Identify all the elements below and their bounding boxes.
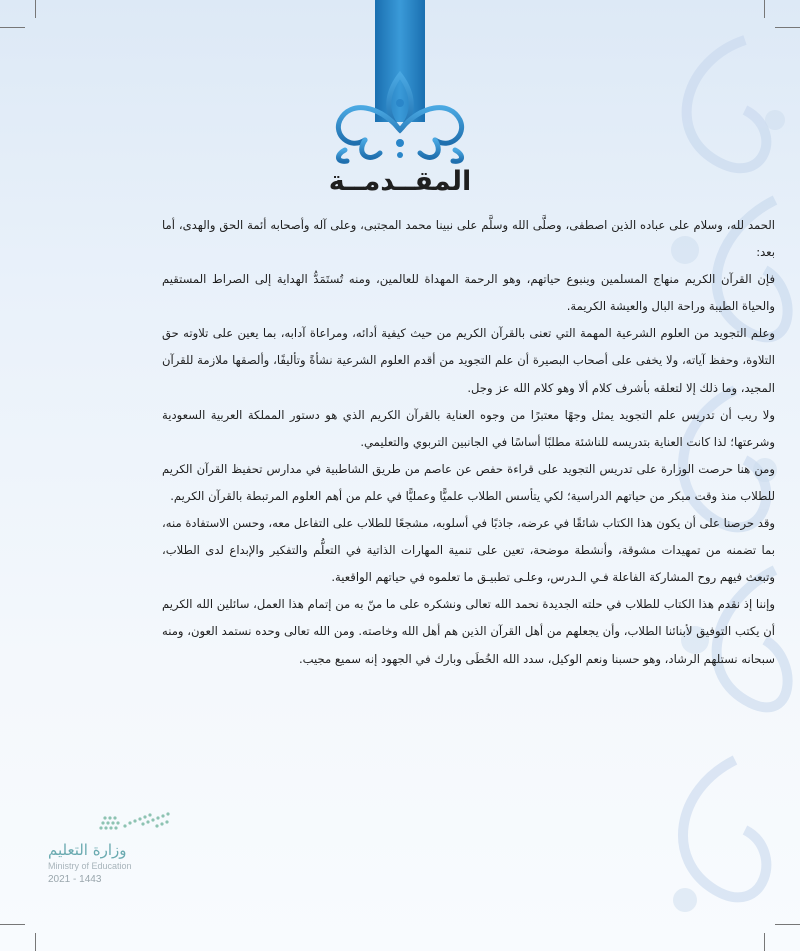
paragraph: وإننا إذ نقدم هذا الكتاب للطلاب في حلته الجديدة نحمد الله تعالى ونشكره على ما منّ به من إتمام هذا العمل، سائلين الله الكريم أن يكتب التوفيق لأبنائنا الطلاب، وأن يجعلهم من أهل القرآن الذين هم أهل الله وخاصته. ومن الله تعالى وحده نستمد العون، ومنه سبحانه نستلهم الرشاد، وهو حسبنا ونعم الوكيل، سدد الله الخُطَى وبارك في الجهود إنه سميع مجيب.: [162, 597, 775, 666]
ministry-name-arabic: وزارة التعليم: [48, 841, 127, 859]
crop-mark: [0, 924, 25, 925]
preface-body: [162, 212, 775, 673]
decorative-emblem-icon: [325, 55, 475, 175]
page-title: المقــدمــة: [328, 166, 472, 197]
paragraph: فإن القرآن الكريم منهاج المسلمين وينبوع حياتهم، وهو الرحمة المهداة للعالمين، ومنه تُستَمَدُّ الهداية إلى الصراط المستقيم والحياة الطيبة وراحة البال والعيشة الكريمة.: [162, 272, 775, 314]
paragraph: وقد حرصنا على أن يكون هذا الكتاب شائقًا في عرضه، جاذبًا في أسلوبه، مشجعًا للطلاب على التفاعل معه، وحسن الاستفادة منه، بما تضمنه من تمهيدات مشوقة، وأنشطة موضحة، تعين على تنمية المهارات الذاتية في التعلُّم والتفكير والإبداع لدى الطلاب، وتبعث فيهم روح المشاركة الفاعلة فـي الـدرس، وعلـى تطبيـق ما تعلموه في حياتهم الواقعية.: [162, 516, 775, 585]
paragraph: ولا ريب أن تدريس علم التجويد يمثل وجهًا معتبرًا من وجوه العناية بالقرآن الكريم الذي هو دستور المملكة العربية السعودية وشرعتها؛ لذا كانت العناية بتدريسه للناشئة مطلبًا أساسًا في الجانبين التربوي والتعليمي.: [162, 407, 775, 449]
ministry-name-english: Ministry of Education: [48, 861, 132, 871]
paragraph: ومن هنا حرصت الوزارة على تدريس التجويد على قراءة حفص عن عاصم من طريق الشاطبية في مدارس تحفيظ القرآن الكريم للطلاب منذ وقت مبكر من حياتهم الدراسية؛ لكي يتأسس الطلاب علميًّا وعمليًّا في علم من أهم العلوم المرتبطة بالقرآن الكريم.: [162, 461, 775, 503]
edition-year: 2021 - 1443: [48, 874, 102, 885]
crop-mark: [0, 27, 25, 28]
ministry-logo-dots-icon: [95, 806, 175, 834]
crop-mark: [35, 0, 36, 18]
crop-mark: [35, 933, 36, 951]
paragraph: الحمد لله، وسلام على عباده الذين اصطفى، وصلَّى الله وسلَّم على نبينا محمد المجتبى، وعلى آله وأصحابه أئمة الحق والهدى، أما بعد:: [162, 218, 775, 260]
paragraph: وعلم التجويد من العلوم الشرعية المهمة التي تعنى بالقرآن الكريم من حيث كيفية أدائه، ومراعاة آدابه، بما يعين على تلاوته حق التلاوة، وحفظ آياته، ولا يخفى على أصحاب البصيرة أن علم التجويد من أقدم العلوم الشرعية نشأةً وتأليفًا، وألصقها ملازمة للقرآن المجيد، وما ذلك إلا لتعلقه بأشرف كلام ألا وهو كلام الله عز وجل.: [162, 326, 775, 395]
